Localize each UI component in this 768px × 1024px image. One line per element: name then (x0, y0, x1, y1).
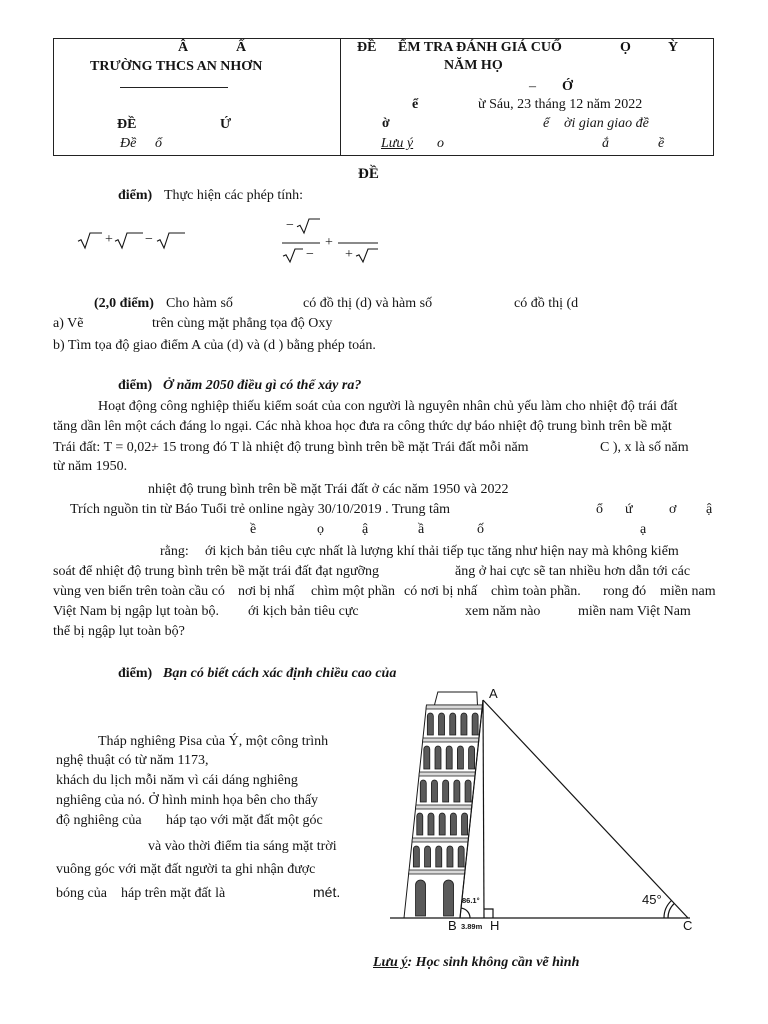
q4-heading: Bạn có biết cách xác định chiều cao của (163, 666, 397, 681)
school-name: TRƯỜNG THCS AN NHƠN (90, 59, 263, 74)
q3-paragraph-line: Việt Nam bị ngập lụt toàn bộ. (53, 604, 219, 619)
tower-arched-window (446, 746, 452, 769)
point-label-a: A (489, 686, 498, 701)
q3-paragraph-line: rong đó (603, 584, 647, 599)
height-line-ah (483, 700, 484, 918)
q3-paragraph-line: xem năm nào (465, 604, 541, 619)
q3-text-fragment: ề (250, 522, 257, 537)
q3-text-fragment: ơ (669, 502, 677, 517)
q3-paragraph-line: Hoạt động công nghiệp thiếu kiểm soát của con người là nguyên nhân chủ yếu làm cho nhiệt độ trái đất (98, 399, 678, 414)
angle-label-b: 86.1° (462, 896, 480, 905)
tower-floor-ledge (412, 838, 468, 842)
tower-floor-ledge (426, 705, 482, 709)
subject-fragment: – (529, 79, 536, 94)
tower-arched-window (435, 746, 441, 769)
tower-arched-window (439, 713, 445, 735)
q3-paragraph-line: từ năm 1950. (53, 459, 128, 474)
tower-arched-window (454, 780, 460, 802)
math-operator: + (345, 247, 353, 262)
tower-arched-window (461, 713, 467, 735)
q3-paragraph-line: nơi bị nhấ (238, 584, 295, 599)
q3-points-label: điểm) (118, 378, 153, 393)
department-fragment: Ấ (236, 40, 247, 55)
math-operator: − (145, 232, 153, 247)
tower-floor-ledge (415, 805, 471, 809)
q3-text-fragment: ậ (362, 522, 369, 537)
tower-arched-window (436, 846, 442, 867)
angle-arc-b (461, 908, 470, 918)
q3-text-fragment: ạ (640, 522, 647, 537)
header-note-fragment: ề (658, 136, 665, 151)
q3-paragraph-line: C ), x là số năm (600, 440, 689, 455)
sun-ray-line-ac (483, 700, 688, 918)
duration-fragment: ể (543, 116, 550, 131)
exam-code-fragment: Ứ (220, 117, 232, 132)
header-note-label: Lưu ý (381, 136, 414, 151)
point-label-c: C (683, 918, 693, 933)
pisa-tower-figure (380, 680, 720, 942)
math-operator: + (105, 232, 113, 247)
exam-code-fragment: ĐỀ (117, 117, 137, 132)
tower-arched-window (444, 880, 454, 916)
tower-arched-window (450, 713, 456, 735)
pisa-tower-drawing (404, 692, 482, 918)
tower-arched-window (465, 780, 471, 802)
q4-paragraph-line: và vào thời điểm tia sáng mặt trời (148, 839, 337, 854)
q2-part-b: b) Tìm tọa độ giao điểm A của (d) và (d ) bằng phép toán. (53, 338, 376, 353)
q4-paragraph-line: nghệ thuật có từ năm 1173, (56, 753, 209, 768)
tower-floor-ledge (409, 870, 465, 874)
q2-part-a: trên cùng mặt phẳng tọa độ Oxy (152, 316, 333, 331)
exam-title-fragment: ĐỀ (357, 40, 377, 55)
q2-points-label: (2,0 điểm) (94, 296, 154, 311)
school-name-underline (120, 87, 228, 88)
point-label-h: H (490, 918, 500, 933)
right-angle-mark (484, 909, 493, 918)
tower-arched-window (425, 846, 431, 867)
radical-sign (157, 233, 185, 248)
q3-paragraph-line: ăng ở hai cực sẽ tan nhiều hơn dẫn tới các (455, 564, 691, 579)
tower-arched-window (443, 780, 449, 802)
q4-paragraph-line: háp trên mặt đất là (121, 886, 226, 901)
q3-paragraph-line: vùng ven biển trên toàn cầu có (53, 584, 225, 599)
tower-arched-window (450, 813, 456, 835)
exam-date: ừ Sáu, 23 tháng 12 năm 2022 (478, 97, 643, 112)
q4-unit-meter: mét. (313, 884, 341, 900)
tower-arched-window (447, 846, 453, 867)
q4-points-label: điểm) (118, 666, 153, 681)
tower-arched-window (424, 746, 430, 769)
exam-date-fragment: ể (412, 97, 419, 112)
angle-arc-c (668, 903, 674, 918)
q4-paragraph-line: vuông góc với mặt đất người ta ghi nhận được (56, 862, 316, 877)
q3-paragraph-line: chìm toàn phần. (491, 584, 581, 599)
page-count-fragment: Đề (120, 136, 137, 151)
page-count-fragment: ổ (155, 136, 162, 151)
shadow-length-label: 3.89m (461, 922, 483, 931)
school-year: NĂM HỌ (444, 58, 503, 73)
q3-text-fragment: ứ (625, 502, 633, 517)
q3-paragraph-line: ới kịch bản tiêu cực (248, 604, 359, 619)
tower-arched-window (427, 713, 433, 735)
q3-paragraph-line: miền nam (660, 584, 716, 599)
q1-math-expressions (70, 212, 390, 268)
tower-belfry (434, 692, 477, 705)
q4-paragraph-line: háp tạo với mặt đất một góc (166, 813, 323, 828)
q2-text: có đồ thị (d (514, 296, 579, 311)
tower-arched-window (413, 846, 419, 867)
q4-paragraph-line: bóng của (56, 886, 107, 901)
q3-text-fragment: ổ (596, 502, 603, 517)
radical-sign (356, 249, 378, 262)
tower-arched-window (420, 780, 426, 802)
q3-paragraph-line: thể bị ngập lụt toàn bộ? (53, 624, 185, 639)
duration-fragment: ời gian giao đề (564, 116, 649, 131)
department-fragment: Â (178, 40, 189, 55)
header-note-fragment: ắ (602, 136, 609, 151)
q3-paragraph-line: tăng dần lên một cách đáng lo ngại. Các nhà khoa học đưa ra công thức dự báo nhiệt độ trung bình trên bề mặt (53, 419, 672, 434)
q3-heading: Ở năm 2050 điều gì có thể xảy ra? (163, 378, 362, 393)
q4-paragraph-line: Tháp nghiêng Pisa của Ý, một công trình (98, 734, 329, 749)
subject-fragment: Ớ (562, 79, 573, 94)
header-note-fragment: o (437, 136, 444, 151)
tower-arched-window (416, 880, 426, 916)
exam-title-fragment: Ọ (620, 40, 631, 55)
q3-paragraph-line: miền nam Việt Nam (578, 604, 691, 619)
radical-sign (115, 233, 143, 248)
q3-paragraph-line: Trích nguồn tin từ Báo Tuổi trẻ online ngày 30/10/2019 . Trung tâm (70, 502, 451, 517)
q3-paragraph-line: ới kịch bản tiêu cực nhất là lượng khí thải tiếp tục tăng như hiện nay mà không kiểm (205, 544, 679, 559)
tower-arched-window (439, 813, 445, 835)
q3-paragraph-line: có nơi bị nhấ (404, 584, 478, 599)
q3-text-fragment: ầ (418, 522, 425, 537)
q1-prompt: Thực hiện các phép tính: (164, 188, 303, 203)
q3-paragraph-line: chìm một phần (311, 584, 395, 599)
footer-note-text: : Học sinh không cần vẽ hình (407, 955, 580, 970)
tower-floor-ledge (419, 772, 475, 776)
math-operator: + (325, 235, 333, 250)
math-operator: − (286, 218, 294, 233)
footer-note (373, 955, 579, 971)
q4-paragraph-line: độ nghiêng của (56, 813, 142, 828)
radical-sign (283, 249, 303, 262)
q3-text-fragment: ọ (317, 522, 324, 537)
tower-arched-window (457, 746, 463, 769)
tower-arched-window (431, 780, 437, 802)
tower-arched-window (458, 846, 464, 867)
radical-sign (297, 219, 320, 233)
q3-paragraph-line: Trái đất: T = 0,02. (53, 440, 155, 455)
tower-arched-window (472, 713, 478, 735)
q3-paragraph-line: + 15 trong đó T là nhiệt độ trung bình trên bề mặt Trái đất mỗi năm (151, 440, 529, 455)
math-operator: − (306, 247, 314, 262)
angle-label-c: 45° (642, 892, 662, 907)
tower-floor-ledge (423, 738, 479, 742)
tower-arched-window (462, 813, 468, 835)
q3-paragraph-line: rằng: (160, 544, 189, 559)
q3-paragraph-line: soát để nhiệt độ trung bình trên bề mặt trái đất đạt ngưỡng (53, 564, 380, 579)
q2-part-a: a) Vẽ (53, 316, 84, 331)
exam-title-fragment: Ỳ (668, 40, 679, 55)
tower-arched-window (417, 813, 423, 835)
q3-paragraph-line: nhiệt độ trung bình trên bề mặt Trái đất ở các năm 1950 và 2022 (148, 482, 509, 497)
point-label-b: B (448, 918, 457, 933)
q1-points-label: điểm) (118, 188, 153, 203)
q4-paragraph-line: khách du lịch mỗi năm vì cái dáng nghiêng (56, 773, 298, 788)
q4-paragraph-line: nghiêng của nó. Ở hình minh họa bên cho thấy (56, 793, 319, 808)
q2-text: có đồ thị (d) và hàm số (303, 296, 433, 311)
q3-text-fragment: ậ (706, 502, 713, 517)
exam-title-fragment: ỂM TRA ĐÁNH GIÁ CUỐ (398, 40, 562, 55)
q2-text: Cho hàm số (166, 296, 233, 311)
tower-arched-window (469, 746, 475, 769)
tower-arched-window (428, 813, 434, 835)
header-divider (340, 38, 341, 156)
footer-note-label: Lưu ý (373, 955, 408, 970)
q3-text-fragment: ố (477, 522, 484, 537)
page-title: ĐỀ (358, 166, 379, 182)
radical-sign (78, 233, 102, 248)
duration-fragment: ờ (382, 116, 390, 131)
